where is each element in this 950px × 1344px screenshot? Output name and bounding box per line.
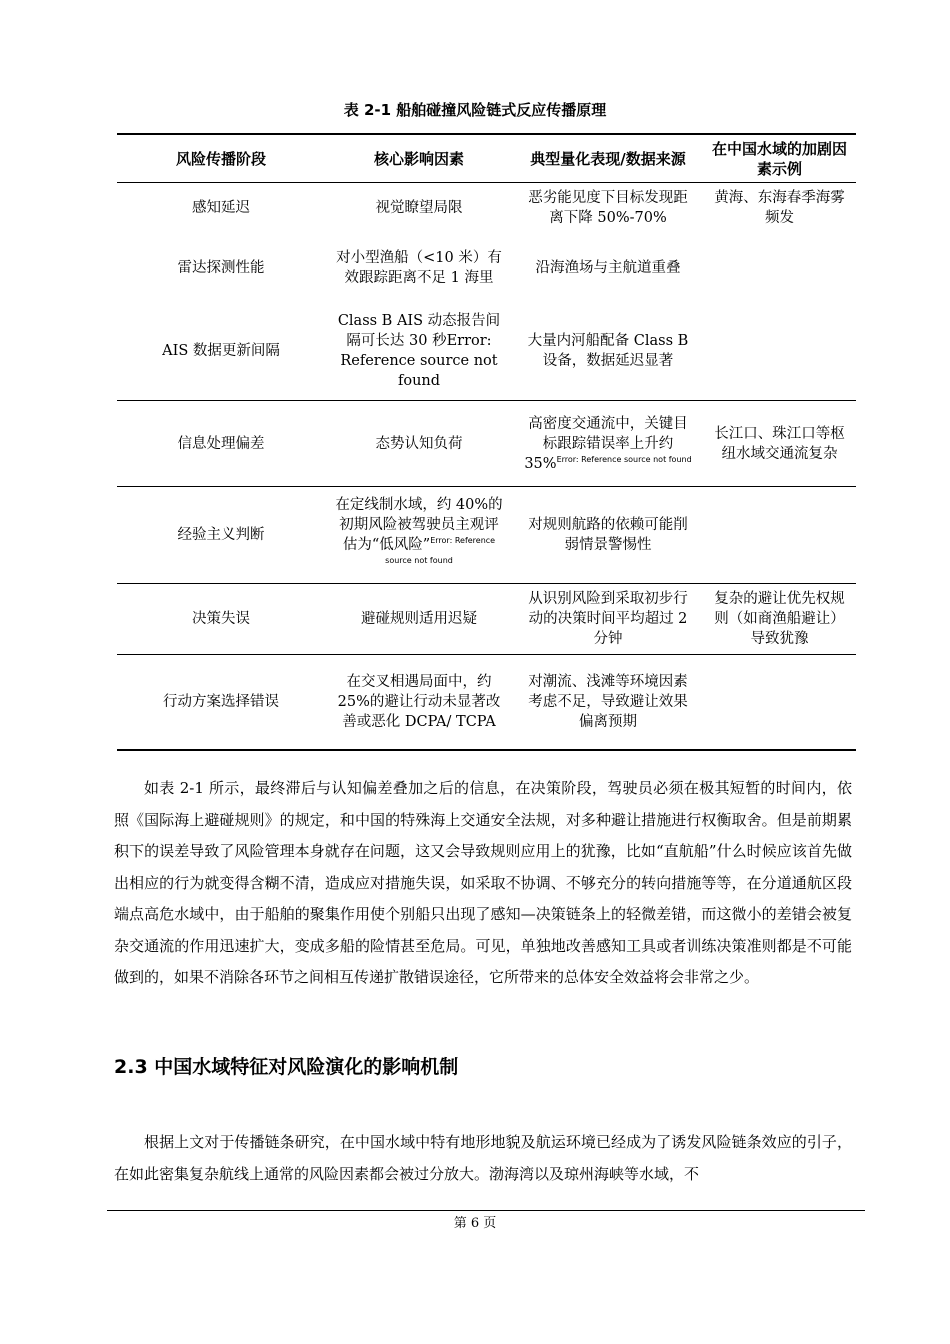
header-example: 在中国水域的加剧因素示例 [711, 139, 847, 178]
cell-factor: Class B AIS 动态报告间隔可长达 30 秒Error: Reference source not found [337, 313, 501, 390]
section-heading: 2.3 中国水域特征对风险演化的影响机制 [114, 1056, 459, 1078]
table-row [117, 303, 856, 401]
cell-data: 对规则航路的依赖可能削弱情景警惕性 [528, 517, 688, 553]
cell-example: 黄海、东海春季海雾频发 [714, 189, 845, 226]
cell-factor: 态势认知负荷 [375, 435, 463, 452]
cell-factor: 对小型渔船（<10 米）有效跟踪距离不足 1 海里 [336, 249, 502, 286]
body-paragraph: 如表 2-1 所示，最终滞后与认知偏差叠加之后的信息，在决策阶段，驾驶员必须在极其短暂的时间内，依照《国际海上避碰规则》的规定，和中国的特殊海上交通安全法规，对多种避让措施进行权衡取舍。但是前期累积下的误差导致了风险管理本身就存在问题，这又会导致规则应用上的犹豫，比如“直航船”什么时候应该首先做出相应的行为就变得含糊不清，造成应对措施失误，如采取不协调、不够充分的转向措施等等，在分道通航区段端点高危水域中，由于船舶的聚集作用使个别船只出现了感知—决策链条上的轻微差错，而这微小的差错会被复杂交通流的作用迅速扩大，变成多船的险情甚至危局。可见，单独地改善感知工具或者训练决策准则都是不可能做到的，如果不消除各环节之间相互传递扩散错误途径，它所带来的总体安全效益将会非常之少。 [114, 779, 852, 986]
cell-factor-text: 在定线制水域，约 40%的初期风险被驾驶员主观评估为“低风险” [335, 497, 503, 553]
table-row [117, 233, 856, 303]
cell-stage: 决策失误 [192, 611, 250, 627]
page-number: 第 6 页 [453, 1216, 497, 1231]
cell-factor: 视觉瞭望局限 [375, 199, 463, 216]
table-header-row [117, 134, 856, 183]
cell-factor [325, 487, 513, 584]
cell-stage: 行动方案选择错误 [163, 693, 279, 710]
header-data: 典型量化表现/数据来源 [530, 149, 686, 168]
cell-example [703, 233, 856, 303]
table-row [117, 183, 856, 233]
table-row [117, 584, 856, 655]
cell-data: 沿海渔场与主航道重叠 [535, 259, 681, 276]
cell-data: 从识别风险到采取初步行动的决策时间平均超过 2 分钟 [528, 591, 688, 647]
cell-data: 对潮流、浅滩等环境因素考虑不足，导致避让效果偏离预期 [528, 673, 688, 730]
cell-stage: AIS 数据更新间隔 [162, 343, 280, 360]
cell-data-text: 高密度交通流中，关键目标跟踪错误率上升约 35% [524, 415, 688, 472]
table-row [117, 487, 856, 584]
cell-example [703, 303, 856, 401]
cell-stage: 感知延迟 [192, 199, 250, 216]
table-row [117, 401, 856, 487]
cell-example: 长江口、珠江口等枢纽水域交通流复杂 [714, 425, 845, 462]
cell-stage: 雷达探测性能 [177, 259, 265, 276]
cell-example: 复杂的避让优先权规则（如商渔船避让）导致犹豫 [714, 591, 845, 647]
body-paragraph: 根据上文对于传播链条研究，在中国水域中特有地形地貌及航运环境已经成为了诱发风险链条效应的引子，在如此密集复杂航线上通常的风险因素都会被过分放大。渤海湾以及琼州海峡等水域，不 [114, 1133, 852, 1183]
footer-rule [107, 1210, 865, 1211]
cell-factor: 在交叉相遇局面中，约 25%的避让行动未显著改善或恶化 DCPA/ TCPA [337, 673, 501, 730]
cell-stage: 经验主义判断 [177, 527, 265, 543]
cell-data: 大量内河船配备 Class B 设备，数据延迟显著 [527, 333, 689, 370]
cell-data [513, 401, 703, 487]
reference-error-note: Error: Reference source not found [556, 454, 692, 464]
cell-stage: 信息处理偏差 [177, 435, 265, 452]
cell-factor: 避碰规则适用迟疑 [361, 611, 477, 627]
risk-propagation-table [117, 133, 856, 751]
header-stage: 风险传播阶段 [175, 149, 266, 168]
header-factor: 核心影响因素 [373, 149, 464, 168]
cell-data: 恶劣能见度下目标发现距离下降 50%-70% [528, 189, 688, 226]
reference-error-note: Error: Reference source not found [385, 536, 496, 566]
cell-example [703, 487, 856, 584]
table-caption: 表 2-1 船舶碰撞风险链式反应传播原理 [343, 101, 607, 119]
table-row [117, 655, 856, 750]
cell-example [703, 655, 856, 750]
